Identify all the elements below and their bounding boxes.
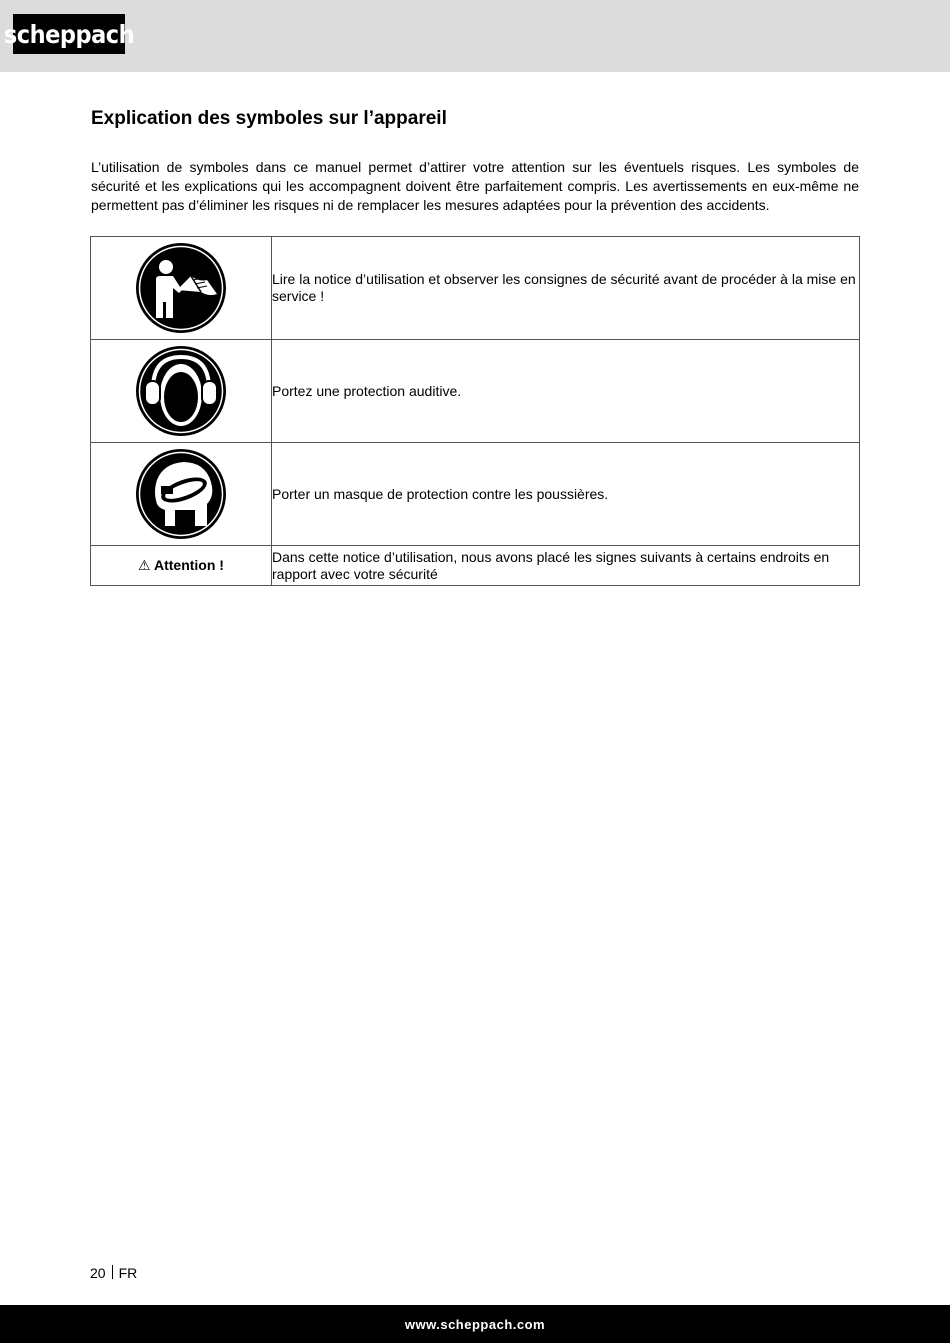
dust-mask-icon xyxy=(135,448,227,540)
symbol-icon-cell xyxy=(91,340,272,443)
language-code: FR xyxy=(118,1265,138,1281)
symbols-table xyxy=(90,236,860,586)
header-band xyxy=(0,0,950,72)
page-number xyxy=(90,1265,137,1281)
attention-label: ⚠ Attention ! xyxy=(91,546,272,586)
hearing-protection-icon xyxy=(135,345,227,437)
page-number-value: 20 xyxy=(90,1265,106,1281)
page-number-separator xyxy=(112,1265,113,1279)
symbol-icon-cell xyxy=(91,443,272,546)
symbol-icon-cell xyxy=(91,237,272,340)
intro-paragraph: L’utilisation de symboles dans ce manuel permet d’attirer votre attention sur les éventuels risques. Les symboles de sécurité et les explications qui les accompagnent doivent être parfaitement compris. Les avertissements en eux-même ne permettent pas d’éliminer les risques ni de remplacer les mesures adaptées pour la prévention des accidents. xyxy=(91,159,859,213)
symbol-row xyxy=(91,237,860,340)
section-title: Explication des symboles sur l’appareil xyxy=(91,108,447,129)
read-manual-icon xyxy=(135,242,227,334)
attention-row xyxy=(91,546,860,586)
symbol-row xyxy=(91,443,860,546)
symbol-description: Porter un masque de protection contre les poussières. xyxy=(272,443,860,546)
symbol-row xyxy=(91,340,860,443)
footer-band xyxy=(0,1305,950,1343)
footer-url: www.scheppach.com xyxy=(404,1316,546,1332)
brand-logo: scheppach xyxy=(13,14,125,54)
symbol-description: Portez une protection auditive. xyxy=(272,340,860,443)
attention-description: Dans cette notice d’utilisation, nous avons placé les signes suivants à certains endroits en rapport avec votre sécurité xyxy=(272,546,860,586)
symbol-description: Lire la notice d’utilisation et observer les consignes de sécurité avant de procéder à la mise en service ! xyxy=(272,237,860,340)
